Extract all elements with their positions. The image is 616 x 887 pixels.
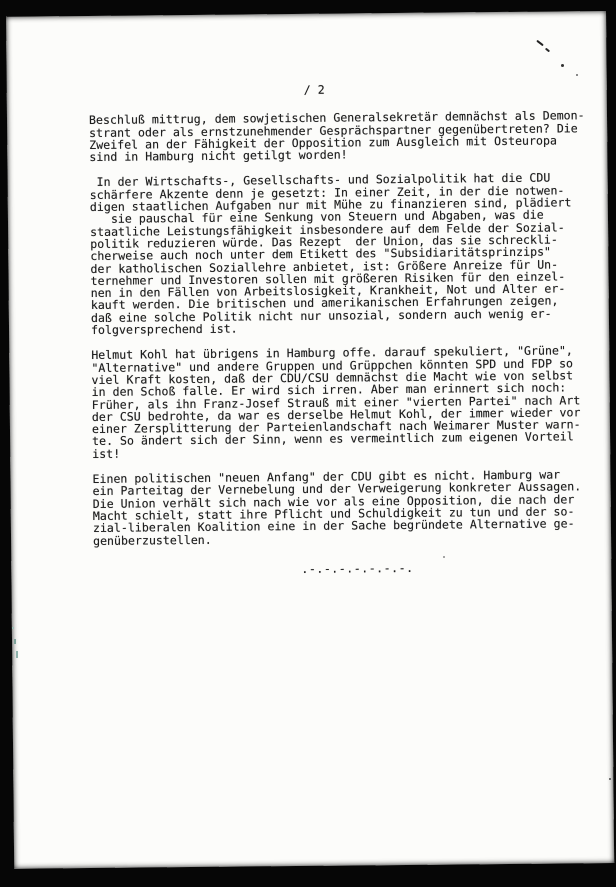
paragraph-1: Beschluß mittrug, dem sowjetischen Generalsekretär demnächst als Demon- strant oder als ernstzunehmender Gesprächspartner gegenübertreten? Die Zweifel an der Fähigkeit der Opposition zum Ausgleich mit Osteuropa sind in Hamburg nicht getilgt worden! bbox=[88, 108, 585, 165]
end-separator-line: .-.-.-.-.-.-.-. bbox=[301, 560, 414, 576]
scan-speck bbox=[12, 627, 14, 629]
typewritten-text-block bbox=[89, 81, 599, 577]
scan-speck bbox=[576, 74, 578, 76]
document-page bbox=[6, 11, 614, 869]
paragraph-4: Einen politischen "neuen Anfang" der CDU gibt es nicht. Hamburg war ein Parteitag der Vernebelung und der Verweigerung konkreter Aussagen. Die Union verhält sich nach wie vor als eine Opposition, die nach der Macht schielt, statt ihre Pflicht und Schuldigkeit zu tun und der so- zial-liberalen Koalition eine in der Sache begründete Alternative ge- genüberzustellen. bbox=[92, 467, 582, 548]
scan-speck bbox=[443, 556, 445, 558]
scan-speck bbox=[561, 64, 564, 67]
scan-speck bbox=[16, 651, 18, 658]
scan-speck bbox=[609, 778, 611, 780]
paragraph-2: In der Wirtschafts-, Gesellschafts- und Sozialpolitik hat die CDU schärfere Akzente denn je gesetzt: In einer Zeit, in der die notwen- digen staatlichen Aufgaben nur mit Mühe zu finanzieren sind, plädiert sie pauschal für eine Senkung von Steuern und Abgaben, was die staatliche Leistungsfähigkeit insbesondere auf dem Felde der Sozial- politik reduzieren würde. Das Rezept der Union, das sie schreckli- cherweise auch noch unter dem Etikett des "Subsidiaritätsprinzips" der katholischen Soziallehre anbietet, ist: Größere Anreize für Un- ternehmer und Investoren sollen mit größeren Risiken für den einzel- nen in den Fällen von Arbeitslosigkeit, Krankheit, Not und Alter er- kauft werden. Die britischen und amerikanischen Erfahrungen zeigen, daß eine solche Politik nicht nur unsozial, sondern auch wenig er- folgversprechend ist. bbox=[89, 171, 572, 338]
page-number: / 2 bbox=[303, 82, 325, 97]
paragraph-3: Helmut Kohl hat übrigens in Hamburg offe. darauf spekuliert, "Grüne", "Alternative" und andere Gruppen und Grüppchen könnten SPD und FDP so viel Kraft kosten, daß der CDU/CSU demnächst die Macht wie von selbst in den Schoß falle. Er wird sich irren. Aber man erinnert sich noch: Früher, als ihn Franz-Josef Strauß mit einer "vierten Partei" nach Art der CSU bedrohte, da war es derselbe Helmut Kohl, der immer wieder vor einer Zersplitterung der Parteienlandschaft nach Weimarer Muster warn- te. So ändert sich der Sinn, wenn es vermeintlich zum eigenen Vorteil ist! bbox=[91, 343, 581, 461]
scan-speck bbox=[14, 639, 16, 644]
